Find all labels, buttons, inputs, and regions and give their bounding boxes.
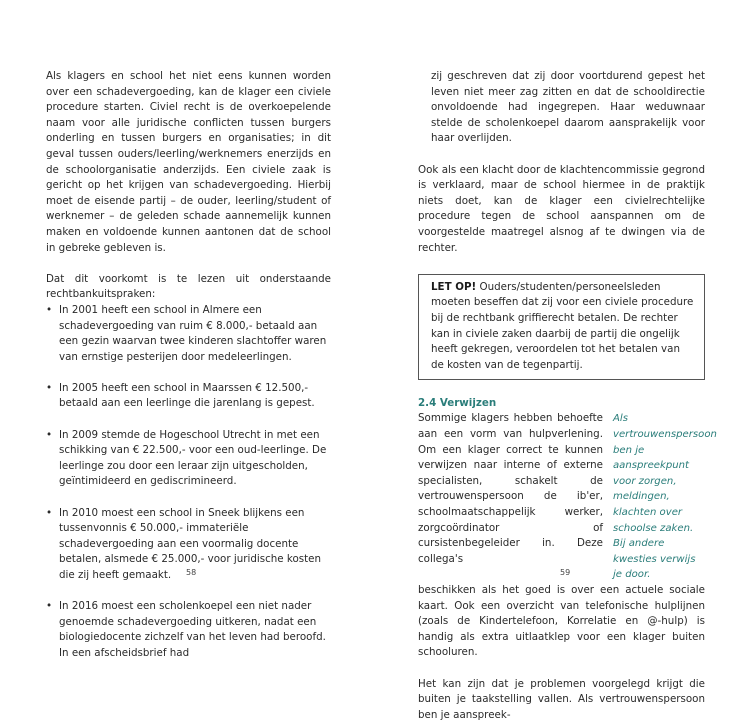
sidebar-note: Als vertrouwenspersoon ben je aanspreekpunt voor zorgen, meldingen, klachten over schoolse zaken. Bij andere kwesties verwijs je door.: [613, 413, 717, 581]
right-column: [418, 69, 717, 723]
attention-box: [418, 274, 705, 381]
list-item: • In 2001 heeft een school in Almere een schadevergoeding van ruim € 8.000,- betaald aan een gezin waarvan twee kinderen slachtoffer waren van ernstige pesterijen door medeleerlingen.: [46, 303, 331, 365]
attention-label: LET OP!: [431, 280, 477, 293]
list-item: • In 2005 heeft een school in Maarssen € 12.500,- betaald aan een leerlinge die jarenlang is gepest.: [46, 381, 331, 412]
page-number: 58: [186, 568, 197, 577]
right-page: [375, 0, 749, 721]
section-body: [418, 411, 717, 583]
court-rulings-list: [46, 303, 331, 662]
list-item: • In 2010 moest een school in Sneek blijkens een tussenvonnis € 50.000,- immateriële schadevergoeding aan een voormalig docente betalen, alsmede € 25.000,- voor juridische kosten die zij heeft gemaakt.: [46, 506, 331, 584]
section-title: 2.4 Verwijzen: [418, 396, 497, 409]
list-item: • In 2016 moest een scholenkoepel een niet nader genoemde schadevergoeding uitkeren, nadat een biologiedocente zichzelf van het leven had beroofd. In een afscheidsbrief had: [46, 599, 331, 661]
paragraph-referral-continued: beschikken als het goed is over een actuele sociale kaart. Ook een overzicht van telefonische hulplijnen (zoals de Kindertelefoon, Korrelatie en @-hulp) is handig als extra uitlaatklep voor een klager buiten schooluren.: [418, 584, 705, 659]
page-number: 59: [560, 568, 571, 577]
paragraph-court-rulings-intro: Dat dit voorkomt is te lezen uit onderstaande rechtbankuitspraken:: [46, 272, 331, 301]
left-page: [0, 0, 374, 659]
paragraph-complaint-committee: Ook als een klacht door de klachtencommissie gegrond is verklaard, maar de school hiermee in de praktijk niets doet, kan de klager een civielrechtelijke procedure tegen de school aanspannen om de voorgestelde maatregel alsnog af te dwingen via de rechter.: [418, 163, 705, 254]
attention-text: Ouders/studenten/personeelsleden moeten beseffen dat zij voor een civiele procedure bij de rechtbank griffierecht betalen. De rechter kan in civiele zaken daarbij de partij die ongelijk heeft gekregen, veroordelen tot het betalen van de kosten van de tegenpartij.: [431, 280, 694, 371]
paragraph-referral: Sommige klagers hebben behoefte aan een vorm van hulpverlening. Om een klager correct te kunnen verwijzen naar interne of externe specialisten, schakelt de vertrouwenspersoon de ib'er, schoolmaatschappelijk werker, zorgcoördinator of cursistenbegeleider in. Deze collega's: [418, 412, 603, 565]
paragraph-task-scope: Het kan zijn dat je problemen voorgelegd krijgt die buiten je taakstelling vallen. Als vertrouwenspersoon ben je aanspreek-: [418, 677, 705, 721]
paragraph-civil-procedure: Als klagers en school het niet eens kunnen worden over een schadevergoeding, kan de klager een civiele procedure starten. Civiel recht is de overkoepelende naam voor alle juridische conflicten tussen burgers onderling en tussen burgers en organisaties; in dit geval tussen ouders/leerling/werknemers enerzijds en de schoolorganisatie anderzijds. Een civiele zaak is gericht op het krijgen van schadevergoeding. Hierbij moet de eisende partij – de ouder, leerling/student of werknemer – de geleden schade aannemelijk kunnen maken en voldoende kunnen aantonen dat de school in gebreke gebleven is.: [46, 70, 331, 254]
paragraph-continuation: zij geschreven dat zij door voortdurend gepest het leven niet meer zag zitten en dat de schooldirectie onvoldoende had ingegrepen. Haar weduwnaar stelde de scholenkoepel daarom aansprakelijk voor haar overlijden.: [431, 70, 705, 145]
list-item: • In 2009 stemde de Hogeschool Utrecht in met een schikking van € 22.500,- voor een oud-leerlinge. De leerlinge zou door een leraar zijn uitgescholden, geïntimideerd en gediscrimineerd.: [46, 428, 331, 490]
